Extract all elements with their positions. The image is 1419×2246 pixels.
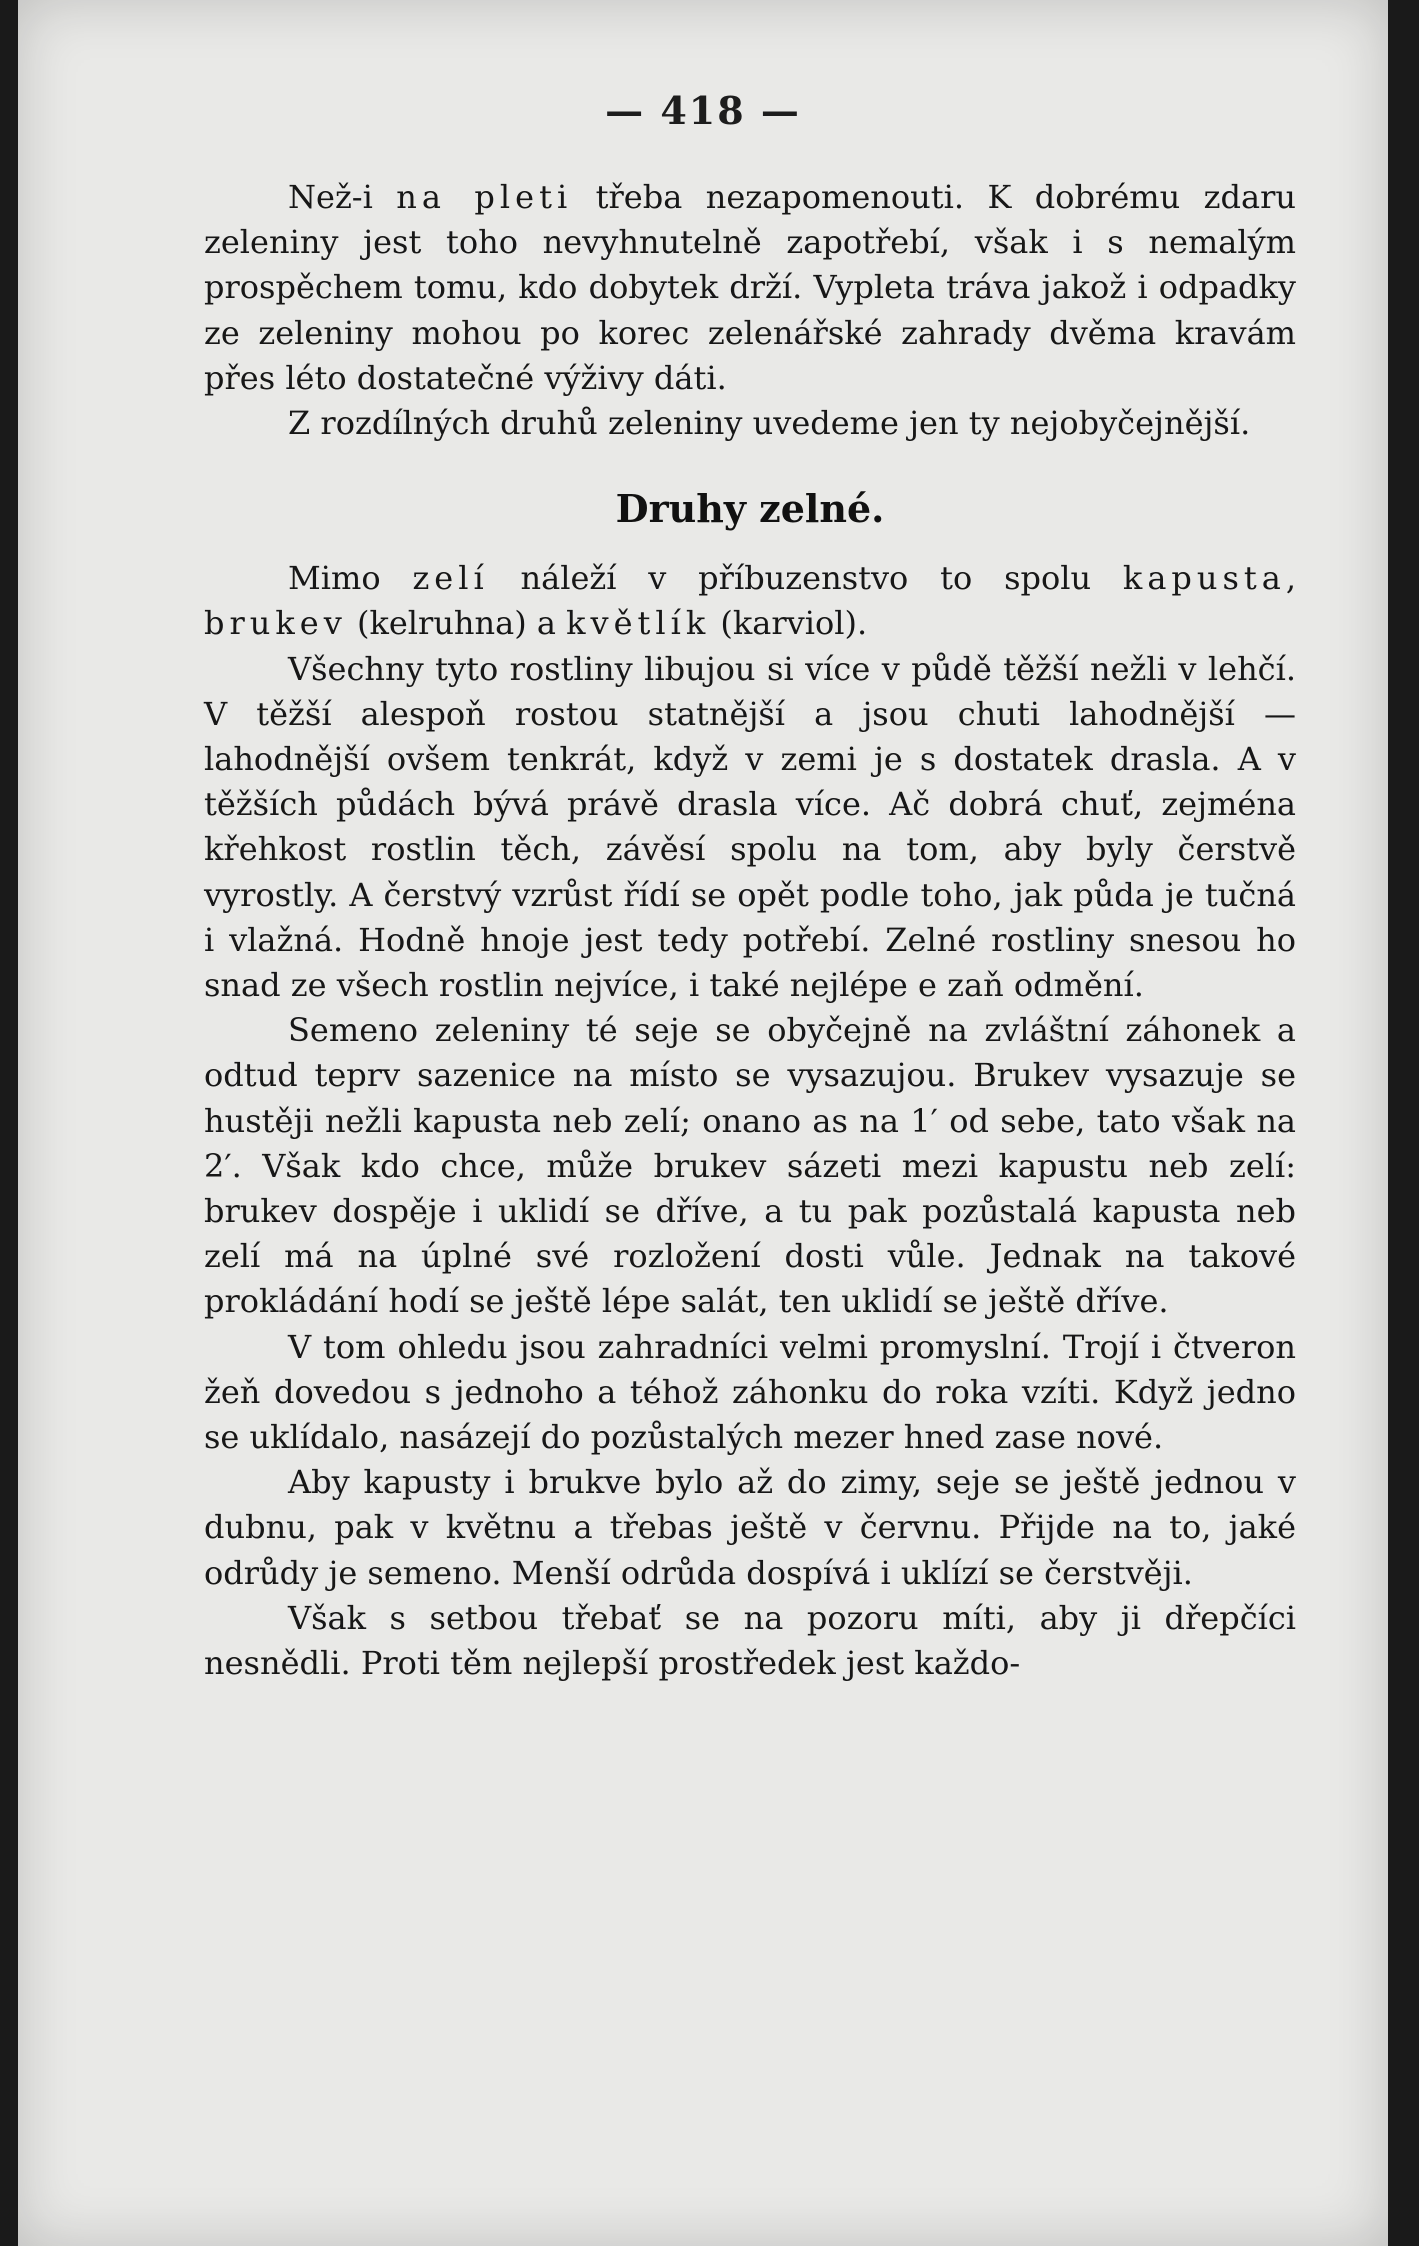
text-run: Semeno zeleniny té seje se obyčejně na zvláštní záhonek a odtud teprv sazenice na místo se vysazujou. Brukev vysazuje se hustěji nežli kapusta neb zelí; onano as na 1′ od sebe, tato však na 2′. Však kdo chce, může brukev sázeti mezi kapustu neb zelí: brukev dospěje i uklidí se dříve, a tu pak pozůstalá kapusta neb zelí má na úplné své rozložení dosti vůle. Jednak na takové prokládání hodí se ještě lépe salát, ten uklidí se ještě dříve. <box>204 1011 1296 1321</box>
paragraph <box>204 1596 1296 1686</box>
page-body <box>204 175 1296 1686</box>
paragraph <box>204 1460 1296 1596</box>
paragraph <box>204 401 1296 446</box>
text-run: Z rozdílných druhů zeleniny uvedeme jen ty nejobyčejnější. <box>288 404 1251 443</box>
text-run: (kelruhna) a <box>346 604 567 643</box>
section-heading: Druhy zelné. <box>615 486 885 532</box>
emphasized-term: kapusta <box>1122 559 1286 598</box>
text-run: Než-i <box>288 178 397 216</box>
emphasized-term: na pleti <box>396 178 573 216</box>
text-run: Všechny tyto rostliny libujou si více v půdě těžší nežli v lehčí. V těžší alespoň rostou statnější a jsou chuti lahodnější — lahodnější ovšem tenkrát, když v zemi je s dostatek drasla. A v těžších půdách bývá právě drasla více. Ač dobrá chuť, zejména křehkost rostlin těch, závěsí spolu na tom, aby byly čerstvě vyrostly. A čerstvý vzrůst řídí se opět podle toho, jak půda je tučná i vlažná. Hodně hnoje jest tedy potřebí. Zelné rostliny snesou ho snad ze všech rostlin nejvíce, i také nejlépe e zaň odmění. <box>204 649 1296 1005</box>
text-run: náleží v příbuzenstvo to spolu <box>488 559 1123 598</box>
emphasized-term: brukev <box>204 604 347 643</box>
text-run: Však s setbou třebať se na pozoru míti, aby ji dřepčíci nesnědli. Proti těm nejlepší prostředek jest každo- <box>204 1598 1296 1683</box>
text-run: Aby kapusty i brukve bylo až do zimy, seje se ještě jednou v dubnu, pak v květnu a třebas ještě v červnu. Přijde na to, jaké odrůdy je semeno. Menší odrůda dospívá i uklízí se čerstvěji. <box>204 1463 1296 1592</box>
paragraph <box>204 556 1296 646</box>
paragraph <box>204 647 1296 1009</box>
page-number: — 418 — <box>605 88 801 133</box>
paragraphs-before-heading <box>204 175 1296 446</box>
book-page <box>18 0 1388 2246</box>
text-run: V tom ohledu jsou zahradníci velmi promyslní. Trojí i čtveron žeň dovedou s jednoho a téhož záhonku do roka vzíti. Když jedno se uklídalo, nasázejí do pozůstalých mezer hned zase nové. <box>204 1327 1296 1457</box>
paragraph <box>204 1325 1296 1461</box>
paragraphs-after-heading <box>204 556 1296 1686</box>
paragraph <box>204 1008 1296 1324</box>
paragraph <box>204 175 1296 401</box>
text-run: , <box>1285 559 1297 598</box>
emphasized-term: zelí <box>412 559 489 598</box>
text-run: (karviol). <box>710 604 868 643</box>
text-run: třeba nezapomenouti. K dobrému zdaru zeleniny jest toho nevyhnutelně zapotřebí, však i s nemalým prospěchem tomu, kdo dobytek drží. Vypleta tráva jakož i odpadky ze zeleniny mohou po korec zelenářské zahrady dvěma kravám přes léto dostatečné výživy dáti. <box>204 178 1297 397</box>
text-run: Mimo <box>288 559 413 598</box>
emphasized-term: květlík <box>566 604 711 643</box>
